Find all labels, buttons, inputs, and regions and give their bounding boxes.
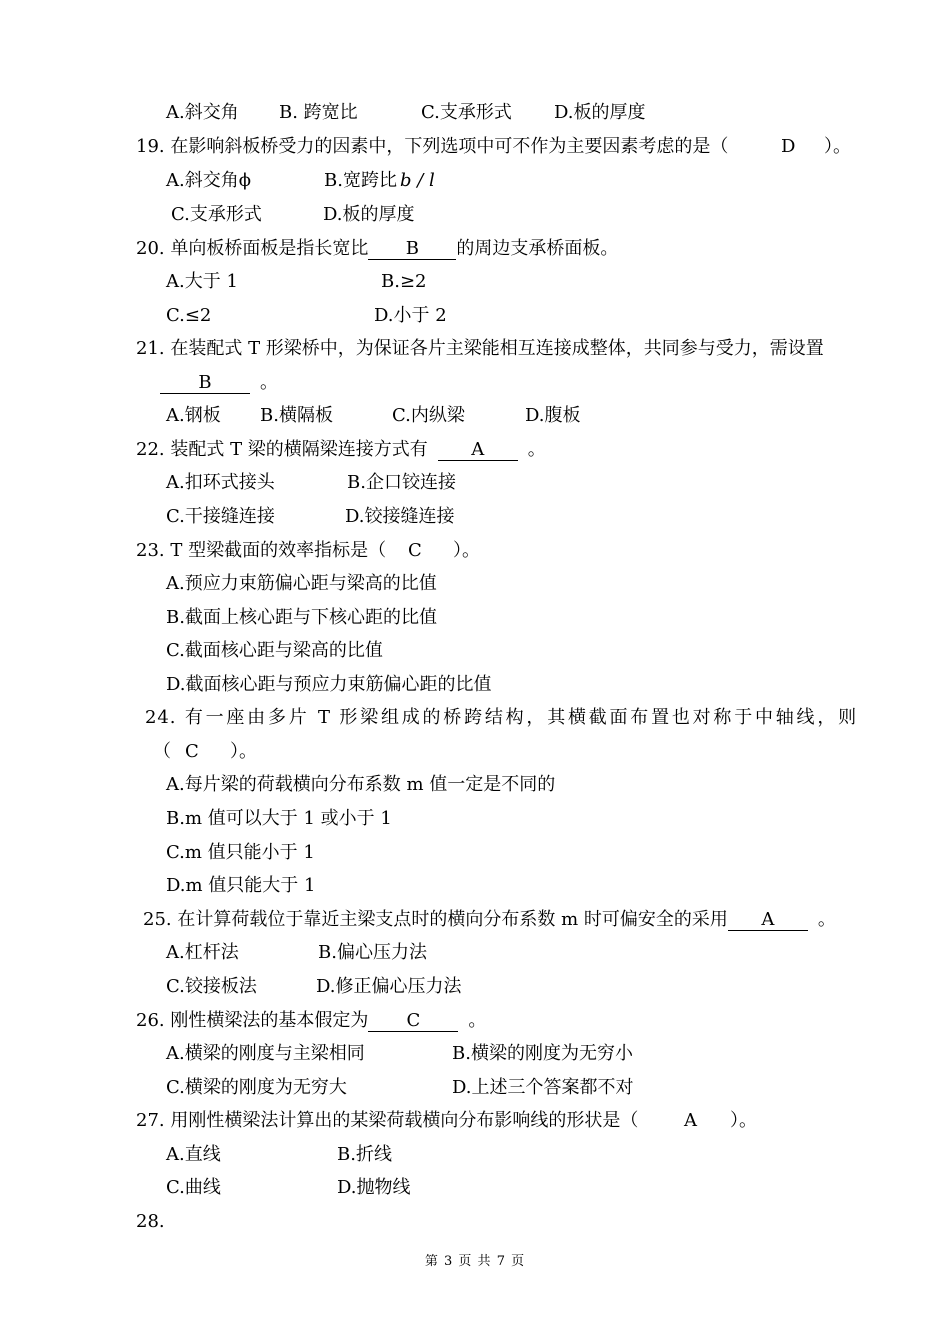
q27-option-d: D.抛物线: [337, 1177, 411, 1198]
q24-option-c: C.m 值只能小于 1: [166, 842, 315, 863]
q28-stem: 28.: [136, 1211, 165, 1232]
q21-stem: 21. 在装配式 T 形梁桥中，为保证各片主梁能相互连接成整体，共同参与受力，需设置: [136, 338, 824, 359]
q25-answer-blank: A: [728, 910, 808, 931]
q21-answer-blank: B: [160, 373, 250, 394]
q25-option-c: C.铰接板法: [166, 976, 257, 997]
q26-option-d: D.上述三个答案都不对: [452, 1077, 634, 1098]
q20-option-c: C.≤2: [166, 305, 212, 326]
q22-option-a: A.扣环式接头: [166, 472, 275, 493]
q18-option-d: D.板的厚度: [554, 102, 646, 123]
q26-answer-blank: C: [368, 1011, 458, 1032]
q22-option-d: D.铰接缝连接: [345, 506, 455, 527]
page-footer: 第 3 页 共 7 页: [424, 1254, 526, 1269]
q24-option-b: B.m 值可以大于 1 或小于 1: [166, 808, 392, 829]
q19-option-d: D.板的厚度: [323, 204, 415, 225]
q24-close: ）。: [230, 741, 257, 762]
q22-answer-blank: A: [438, 440, 518, 461]
q24-open: （: [153, 741, 171, 762]
q23-option-a: A.预应力束筋偏心距与梁高的比值: [166, 573, 437, 594]
q24-option-a: A.每片梁的荷载横向分布系数 m 值一定是不同的: [166, 774, 556, 795]
q22-option-b: B.企口铰连接: [347, 472, 456, 493]
q18-option-a: A.斜交角: [166, 102, 239, 123]
q24-stem: 24. 有一座由多片 T 形梁组成的桥跨结构，其横截面布置也对称于中轴线，则: [145, 707, 857, 728]
q21-answer-line: B 。: [160, 372, 278, 394]
q23-close: ）。: [453, 540, 480, 561]
q19-answer: D: [781, 136, 796, 157]
q19-stem: 19. 在影响斜板桥受力的因素中，下列选项中可不作为主要因素考虑的是（: [136, 136, 729, 157]
q27-option-b: B.折线: [337, 1144, 392, 1165]
q21-option-b: B.横隔板: [260, 405, 333, 426]
q20-option-a: A.大于 1: [166, 271, 238, 292]
q25-stem: 25. 在计算荷载位于靠近主梁支点时的横向分布系数 m 时可偏安全的采用 A 。: [143, 909, 836, 930]
q23-option-b: B.截面上核心距与下核心距的比值: [166, 607, 437, 628]
q25-option-a: A.杠杆法: [166, 942, 239, 963]
q18-option-b: B. 跨宽比: [279, 102, 358, 123]
q23-option-d: D.截面核心距与预应力束筋偏心距的比值: [166, 674, 492, 695]
q22-option-c: C.干接缝连接: [166, 506, 275, 527]
q26-option-a: A.横梁的刚度与主梁相同: [166, 1043, 365, 1064]
q23-option-c: C.截面核心距与梁高的比值: [166, 640, 383, 661]
q24-option-d: D.m 值只能大于 1: [166, 875, 316, 896]
q23-stem: 23. T 型梁截面的效率指标是（: [136, 540, 387, 561]
q24-answer: C: [185, 741, 199, 762]
q26-option-b: B.横梁的刚度为无穷小: [452, 1043, 633, 1064]
q19-option-b-math: b / l: [399, 170, 435, 191]
q20-answer-blank: B: [368, 239, 456, 260]
q25-option-b: B.偏心压力法: [318, 942, 427, 963]
q20-option-d: D.小于 2: [374, 305, 447, 326]
q27-close: ）。: [730, 1110, 757, 1131]
q19-option-b: B.宽跨比 b / l: [324, 170, 435, 191]
q26-stem: 26. 刚性横梁法的基本假定为 C 。: [136, 1010, 487, 1031]
q25-option-d: D.修正偏心压力法: [316, 976, 462, 997]
q18-option-c: C.支承形式: [421, 102, 512, 123]
q20-option-b: B.≥2: [381, 271, 427, 292]
q27-stem: 27. 用刚性横梁法计算出的某梁荷载横向分布影响线的形状是（: [136, 1110, 639, 1131]
q21-option-c: C.内纵梁: [392, 405, 465, 426]
q21-option-d: D.腹板: [525, 405, 581, 426]
q27-answer: A: [684, 1110, 697, 1131]
q27-option-a: A.直线: [166, 1144, 221, 1165]
q19-option-c: C.支承形式: [171, 204, 262, 225]
q23-answer: C: [408, 540, 422, 561]
q19-option-a: A.斜交角ϕ: [166, 170, 251, 191]
q19-close: ）。: [824, 136, 851, 157]
q20-stem: 20. 单向板桥面板是指长宽比 B 的周边支承桥面板。: [136, 238, 619, 259]
q26-option-c: C.横梁的刚度为无穷大: [166, 1077, 347, 1098]
q27-option-c: C.曲线: [166, 1177, 221, 1198]
q22-stem: 22. 装配式 T 梁的横隔梁连接方式有 A 。: [136, 439, 546, 460]
q21-option-a: A.钢板: [166, 405, 221, 426]
